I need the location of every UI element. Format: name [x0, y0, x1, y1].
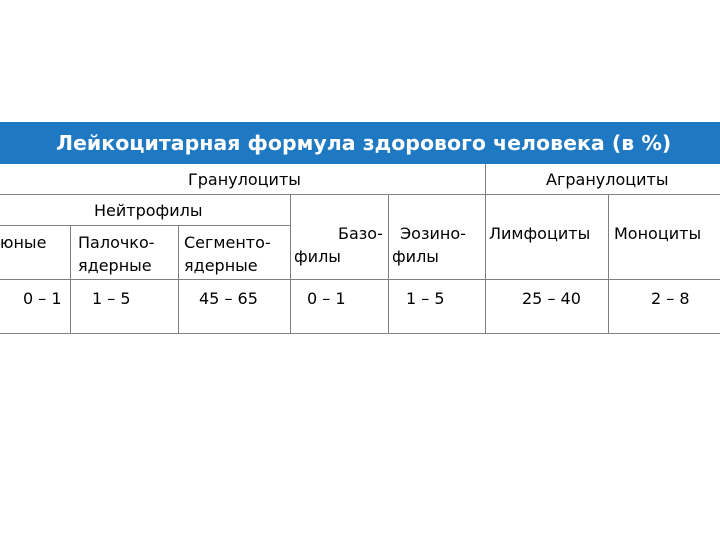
col-eos-label-2: филы: [392, 247, 439, 266]
col-eos: [389, 195, 486, 280]
table-title: Лейкоцитарная формула здорового человека (в %): [56, 131, 672, 155]
value-eos: [389, 280, 486, 334]
value-lympho: [486, 280, 609, 334]
col-seg: [179, 226, 291, 280]
value-eos-text: 1 – 5: [406, 289, 445, 308]
col-young: [0, 226, 71, 280]
header-neutrophils: [0, 195, 291, 226]
value-young-text: 0 – 1: [23, 289, 62, 308]
value-baso-text: 0 – 1: [307, 289, 346, 308]
col-young-label: юные: [0, 233, 47, 252]
col-baso: [291, 195, 389, 280]
value-young: [0, 280, 71, 334]
header-agranulocytes-label: Агранулоциты: [546, 170, 669, 189]
col-band: [71, 226, 179, 280]
value-mono: [609, 280, 720, 334]
leukocyte-formula-table: [0, 122, 720, 334]
header-agranulocytes: [486, 164, 720, 195]
header-granulocytes-label: Гранулоциты: [188, 170, 301, 189]
value-lympho-text: 25 – 40: [522, 289, 581, 308]
col-mono-label: Моноциты: [614, 224, 702, 243]
value-baso: [291, 280, 389, 334]
col-lympho-label: Лимфоциты: [489, 224, 591, 243]
col-band-label-1: Палочко-: [78, 233, 155, 252]
col-seg-label-2: ядерные: [184, 256, 258, 275]
col-band-label-2: ядерные: [78, 256, 152, 275]
header-neutrophils-label: Нейтрофилы: [94, 201, 203, 220]
value-mono-text: 2 – 8: [651, 289, 690, 308]
col-mono: [609, 195, 720, 280]
col-lympho: [486, 195, 609, 280]
value-seg: [179, 280, 291, 334]
value-band: [71, 280, 179, 334]
col-baso-label-2: филы: [294, 247, 341, 266]
value-band-text: 1 – 5: [92, 289, 131, 308]
header-granulocytes: [0, 164, 486, 195]
col-seg-label-1: Сегменто-: [184, 233, 271, 252]
table-title-bar: [0, 122, 720, 164]
value-seg-text: 45 – 65: [199, 289, 258, 308]
col-baso-label-1: Базо-: [338, 224, 383, 243]
col-eos-label-1: Эозино-: [400, 224, 466, 243]
